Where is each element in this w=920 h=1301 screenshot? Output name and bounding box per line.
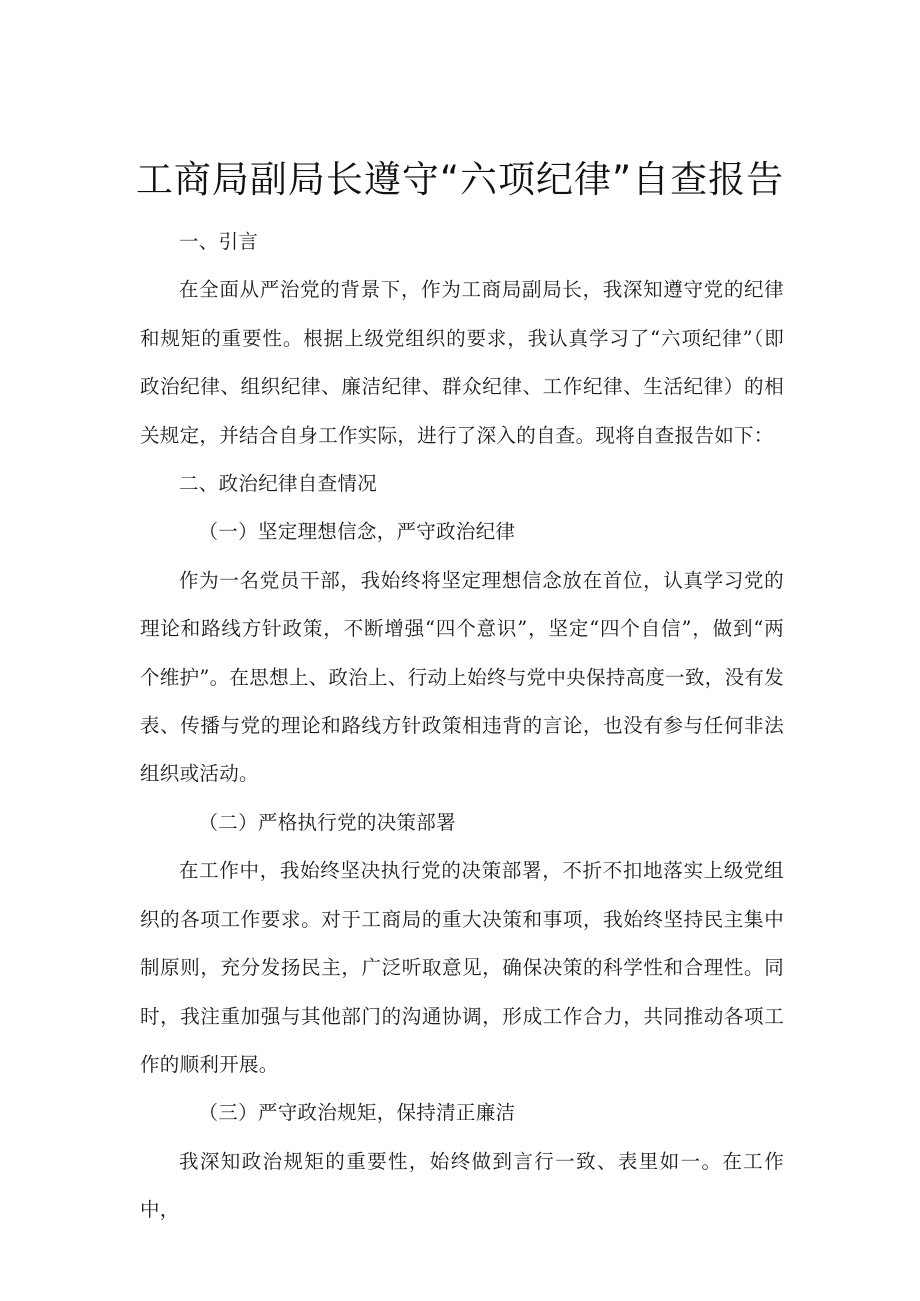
subheading-ideals-and-beliefs: （一）坚定理想信念，严守政治纪律 [198, 520, 516, 544]
paragraph-execute-decisions: 在工作中，我始终坚决执行党的决策部署，不折不扣地落实上级党组织的各项工作要求。对于工商局的重大决策和事项，我始终坚持民主集中制原则，充分发扬民主，广泛听取意见，确保决策的科学性和合理性。同时，我注重加强与其他部门的沟通协调，形成工作合力，共同推动各项工作的顺利开展。 [140, 859, 784, 1076]
document-title: 工商局副局长遵守“六项纪律”自查报告 [135, 158, 785, 201]
document-body [140, 218, 784, 1235]
paragraph-political-rules: 我深知政治规矩的重要性，始终做到言行一致、表里如一。在工作中， [140, 1149, 784, 1222]
paragraph-introduction: 在全面从严治党的背景下，作为工商局副局长，我深知遵守党的纪律和规矩的重要性。根据上级党组织的要求，我认真学习了“六项纪律”（即政治纪律、组织纪律、廉洁纪律、群众纪律、工作纪律、生活纪律）的相关规定，并结合自身工作实际，进行了深入的自查。现将自查报告如下： [140, 278, 784, 447]
section-heading-introduction: 一、引言 [179, 230, 259, 253]
subheading-execute-decisions: （二）严格执行党的决策部署 [198, 810, 456, 834]
subheading-political-rules: （三）严守政治规矩，保持清正廉洁 [198, 1101, 516, 1125]
paragraph-ideals-and-beliefs: 作为一名党员干部，我始终将坚定理想信念放在首位，认真学习党的理论和路线方针政策，不断增强“四个意识”，坚定“四个自信”，做到“两个维护”。在思想上、政治上、行动上始终与党中央保持高度一致，没有发表、传播与党的理论和路线方针政策相违背的言论，也没有参与任何非法组织或活动。 [140, 568, 784, 786]
section-heading-political-discipline: 二、政治纪律自查情况 [179, 472, 378, 496]
